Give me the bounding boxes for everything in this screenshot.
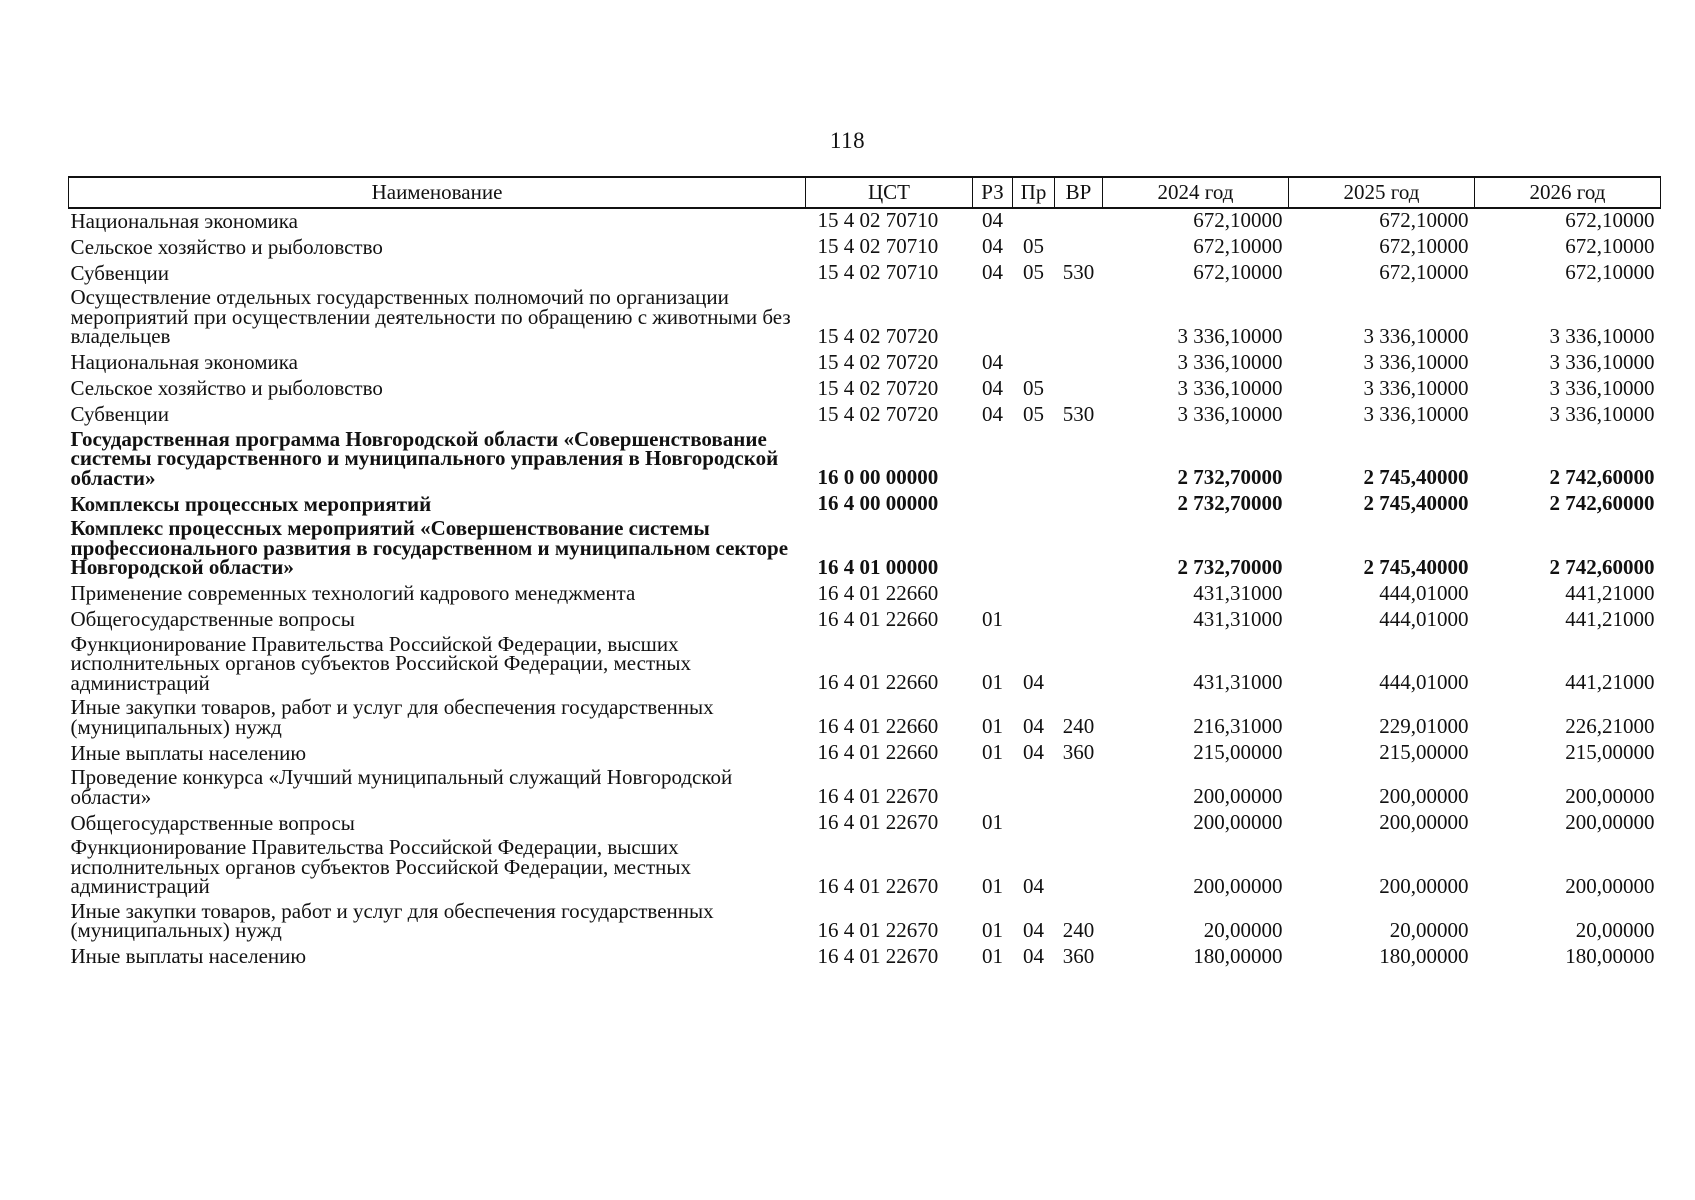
budget-table-container <box>68 176 1660 971</box>
header-cst: ЦСТ <box>806 177 973 208</box>
row-rz: 04 <box>982 260 1003 284</box>
row-2026: 441,21000 <box>1565 670 1655 694</box>
row-vr: 530 <box>1062 260 1095 284</box>
row-name: Национальная экономика <box>70 350 298 374</box>
row-vr <box>1055 811 1103 837</box>
row-2024: 2 732,70000 <box>1177 465 1283 489</box>
row-rz: 01 <box>982 740 1003 764</box>
row-name: Комплексы процессных мероприятий <box>70 491 432 516</box>
row-2025: 3 336,10000 <box>1363 375 1469 400</box>
row-rz: 01 <box>982 714 1003 738</box>
row-pr: 05 <box>1023 260 1044 284</box>
row-2026: 672,10000 <box>1565 260 1655 284</box>
row-name: Иные закупки товаров, работ и услуг для обеспечения государственных (муниципальных) нужд <box>70 695 714 739</box>
row-pr: 04 <box>1023 943 1044 968</box>
row-name: Иные выплаты населению <box>70 944 307 968</box>
row-2025: 444,01000 <box>1379 606 1469 631</box>
header-pr: Пр <box>1013 177 1055 208</box>
row-2024: 215,00000 <box>1193 740 1283 764</box>
row-2025: 444,01000 <box>1379 580 1469 605</box>
row-name: Сельское хозяйство и рыболовство <box>70 234 383 259</box>
row-2026: 2 742,60000 <box>1549 491 1655 515</box>
row-vr: 240 <box>1062 917 1095 942</box>
row-vr: 240 <box>1062 714 1095 738</box>
row-vr: 530 <box>1062 401 1095 426</box>
row-rz <box>973 492 1013 518</box>
row-pr <box>1013 492 1055 518</box>
row-2026: 2 742,60000 <box>1549 554 1655 579</box>
row-cst: 15 4 02 70710 <box>817 260 939 284</box>
row-2025: 200,00000 <box>1379 873 1469 898</box>
table-row <box>69 518 1661 582</box>
row-vr <box>1055 208 1103 235</box>
row-cst: 16 4 01 22670 <box>817 810 939 834</box>
row-2024: 431,31000 <box>1193 670 1283 694</box>
row-2026: 2 742,60000 <box>1549 465 1655 489</box>
table-row <box>69 608 1661 634</box>
row-2024: 200,00000 <box>1193 784 1283 808</box>
row-2026: 3 336,10000 <box>1549 401 1655 426</box>
table-row <box>69 261 1661 287</box>
row-name: Иные закупки товаров, работ и услуг для обеспечения государственных (муниципальных) нужд <box>70 898 714 942</box>
row-2026: 672,10000 <box>1565 234 1655 258</box>
row-2024: 3 336,10000 <box>1177 349 1283 374</box>
row-vr <box>1055 582 1103 608</box>
row-2025: 20,00000 <box>1389 917 1469 942</box>
row-cst: 16 4 01 22660 <box>817 740 939 764</box>
row-2026: 3 336,10000 <box>1549 349 1655 374</box>
header-vr: ВР <box>1055 177 1103 208</box>
table-header <box>69 177 1661 208</box>
row-2025: 2 745,40000 <box>1363 465 1469 489</box>
row-vr <box>1055 518 1103 582</box>
row-cst: 16 4 01 22670 <box>817 873 939 898</box>
row-2025: 444,01000 <box>1379 670 1469 694</box>
row-pr <box>1013 208 1055 235</box>
row-2024: 672,10000 <box>1193 234 1283 258</box>
row-name: Функционирование Правительства Российской Федерации, высших исполнительных органов субъектов Российской Федерации, местных администраций <box>70 835 691 898</box>
row-rz: 04 <box>982 375 1003 400</box>
row-2024: 672,10000 <box>1193 260 1283 284</box>
row-vr <box>1055 287 1103 351</box>
row-2024: 200,00000 <box>1193 810 1283 834</box>
row-cst: 16 4 01 22660 <box>817 580 939 605</box>
row-vr <box>1055 377 1103 403</box>
row-rz <box>973 582 1013 608</box>
table-row <box>69 697 1661 741</box>
row-2026: 200,00000 <box>1565 784 1655 808</box>
row-rz <box>973 287 1013 351</box>
row-pr <box>1013 287 1055 351</box>
row-rz: 01 <box>982 917 1003 942</box>
table-row <box>69 235 1661 261</box>
page-number: 118 <box>829 128 866 153</box>
row-cst: 15 4 02 70720 <box>817 349 939 374</box>
row-2025: 200,00000 <box>1379 784 1469 808</box>
table-row <box>69 351 1661 377</box>
row-cst: 16 4 00 00000 <box>817 491 939 515</box>
table-row <box>69 767 1661 811</box>
row-pr <box>1013 518 1055 582</box>
row-2024: 672,10000 <box>1193 208 1283 232</box>
row-2026: 3 336,10000 <box>1549 375 1655 400</box>
row-cst: 15 4 02 70710 <box>817 234 939 258</box>
row-cst: 16 4 01 22670 <box>817 917 939 942</box>
row-2025: 200,00000 <box>1379 810 1469 834</box>
row-2025: 3 336,10000 <box>1363 401 1469 426</box>
row-name: Общегосударственные вопросы <box>70 607 355 631</box>
row-name: Проведение конкурса «Лучший муниципальный служащий Новгородской области» <box>70 765 733 809</box>
row-pr: 04 <box>1023 917 1044 942</box>
row-2024: 431,31000 <box>1193 606 1283 631</box>
row-name: Комплекс процессных мероприятий «Совершенствование системы профессионального развития в государственном и муниципальном секторе Новгородской области» <box>70 516 789 579</box>
row-rz <box>973 518 1013 582</box>
row-vr: 360 <box>1062 740 1095 764</box>
row-name: Функционирование Правительства Российской Федерации, высших исполнительных органов субъектов Российской Федерации, местных администраций <box>70 631 691 695</box>
row-pr: 05 <box>1023 234 1044 258</box>
row-rz: 04 <box>982 349 1003 374</box>
row-2024: 20,00000 <box>1203 917 1283 942</box>
row-vr <box>1055 608 1103 634</box>
header-2026: 2026 год <box>1475 177 1661 208</box>
row-rz: 04 <box>982 208 1003 232</box>
row-vr <box>1055 351 1103 377</box>
row-2024: 431,31000 <box>1193 580 1283 605</box>
header-rz: РЗ <box>973 177 1013 208</box>
row-rz: 01 <box>982 670 1003 694</box>
row-2024: 3 336,10000 <box>1177 375 1283 400</box>
row-2025: 672,10000 <box>1379 260 1469 284</box>
row-pr: 05 <box>1023 375 1044 400</box>
table-row <box>69 377 1661 403</box>
row-2025: 2 745,40000 <box>1363 554 1469 579</box>
table-row <box>69 741 1661 767</box>
row-name: Сельское хозяйство и рыболовство <box>70 376 383 400</box>
row-rz: 01 <box>982 873 1003 898</box>
row-2025: 3 336,10000 <box>1363 349 1469 374</box>
row-pr <box>1013 582 1055 608</box>
row-cst: 16 4 01 00000 <box>817 554 939 579</box>
header-name: Наименование <box>69 177 806 208</box>
row-pr <box>1013 767 1055 811</box>
row-name: Применение современных технологий кадрового менеджмента <box>70 581 636 605</box>
row-name: Иные выплаты населению <box>70 740 307 765</box>
row-name: Общегосударственные вопросы <box>70 810 355 835</box>
row-2024: 3 336,10000 <box>1177 323 1283 348</box>
row-2026: 215,00000 <box>1565 740 1655 764</box>
row-cst: 16 4 01 22660 <box>817 714 939 738</box>
header-2025: 2025 год <box>1289 177 1475 208</box>
row-2025: 672,10000 <box>1379 208 1469 232</box>
table-row <box>69 634 1661 698</box>
row-pr <box>1013 608 1055 634</box>
row-cst: 16 4 01 22660 <box>817 606 939 631</box>
row-pr: 04 <box>1023 714 1044 738</box>
row-vr <box>1055 492 1103 518</box>
row-2025: 229,01000 <box>1379 714 1469 738</box>
row-cst: 15 4 02 70710 <box>817 208 939 232</box>
row-rz <box>973 767 1013 811</box>
row-cst: 16 0 00 00000 <box>817 465 939 489</box>
row-2024: 2 732,70000 <box>1177 491 1283 515</box>
row-2026: 3 336,10000 <box>1549 323 1655 348</box>
row-rz: 01 <box>982 606 1003 631</box>
row-pr <box>1013 429 1055 493</box>
row-cst: 15 4 02 70720 <box>817 375 939 400</box>
row-name: Субвенции <box>70 260 169 285</box>
header-2024: 2024 год <box>1103 177 1289 208</box>
row-pr <box>1013 811 1055 837</box>
row-rz: 01 <box>982 943 1003 968</box>
row-2025: 180,00000 <box>1379 943 1469 968</box>
row-vr <box>1055 634 1103 698</box>
row-vr: 360 <box>1062 943 1095 968</box>
row-vr <box>1055 235 1103 261</box>
row-2026: 180,00000 <box>1565 943 1655 968</box>
table-row <box>69 208 1661 235</box>
row-cst: 16 4 01 22670 <box>817 784 939 808</box>
row-vr <box>1055 429 1103 493</box>
row-name: Осуществление отдельных государственных полномочий по организации мероприятий при осуществлении деятельности по обращению с животными без владельцев <box>70 285 791 348</box>
row-2024: 2 732,70000 <box>1177 554 1283 579</box>
table-row <box>69 582 1661 608</box>
row-2025: 2 745,40000 <box>1363 491 1469 515</box>
table-row <box>69 287 1661 351</box>
row-vr <box>1055 767 1103 811</box>
row-cst: 16 4 01 22660 <box>817 670 939 694</box>
row-2024: 216,31000 <box>1193 714 1283 738</box>
table-header-row <box>69 177 1661 208</box>
row-2026: 200,00000 <box>1565 873 1655 898</box>
row-2024: 3 336,10000 <box>1177 401 1283 426</box>
table-row <box>69 945 1661 971</box>
row-2025: 3 336,10000 <box>1363 323 1469 348</box>
row-cst: 15 4 02 70720 <box>817 323 939 348</box>
row-name: Национальная экономика <box>70 208 298 233</box>
row-2026: 672,10000 <box>1565 208 1655 232</box>
row-2026: 441,21000 <box>1565 606 1655 631</box>
row-2024: 200,00000 <box>1193 873 1283 898</box>
row-2024: 180,00000 <box>1193 943 1283 968</box>
row-pr: 04 <box>1023 873 1044 898</box>
row-rz <box>973 429 1013 493</box>
row-pr: 04 <box>1023 670 1044 694</box>
row-2026: 200,00000 <box>1565 810 1655 834</box>
row-2025: 215,00000 <box>1379 740 1469 764</box>
row-rz: 01 <box>982 810 1003 834</box>
budget-table <box>68 176 1661 971</box>
row-pr: 05 <box>1023 401 1044 426</box>
table-row <box>69 901 1661 945</box>
row-rz: 04 <box>982 401 1003 426</box>
row-pr <box>1013 351 1055 377</box>
table-row <box>69 492 1661 518</box>
row-cst: 15 4 02 70720 <box>817 401 939 426</box>
row-2026: 20,00000 <box>1575 917 1655 942</box>
table-row <box>69 403 1661 429</box>
row-2026: 226,21000 <box>1565 714 1655 738</box>
table-row <box>69 429 1661 493</box>
table-row <box>69 837 1661 901</box>
row-2026: 441,21000 <box>1565 580 1655 605</box>
row-vr <box>1055 837 1103 901</box>
table-row <box>69 811 1661 837</box>
row-rz: 04 <box>982 234 1003 258</box>
table-body <box>69 208 1661 971</box>
row-name: Государственная программа Новгородской области «Совершенствование системы государственного и муниципального управления в Новгородской области» <box>70 426 779 490</box>
row-2025: 672,10000 <box>1379 234 1469 258</box>
row-pr: 04 <box>1023 740 1044 764</box>
row-name: Субвенции <box>70 402 169 426</box>
row-cst: 16 4 01 22670 <box>817 943 939 968</box>
